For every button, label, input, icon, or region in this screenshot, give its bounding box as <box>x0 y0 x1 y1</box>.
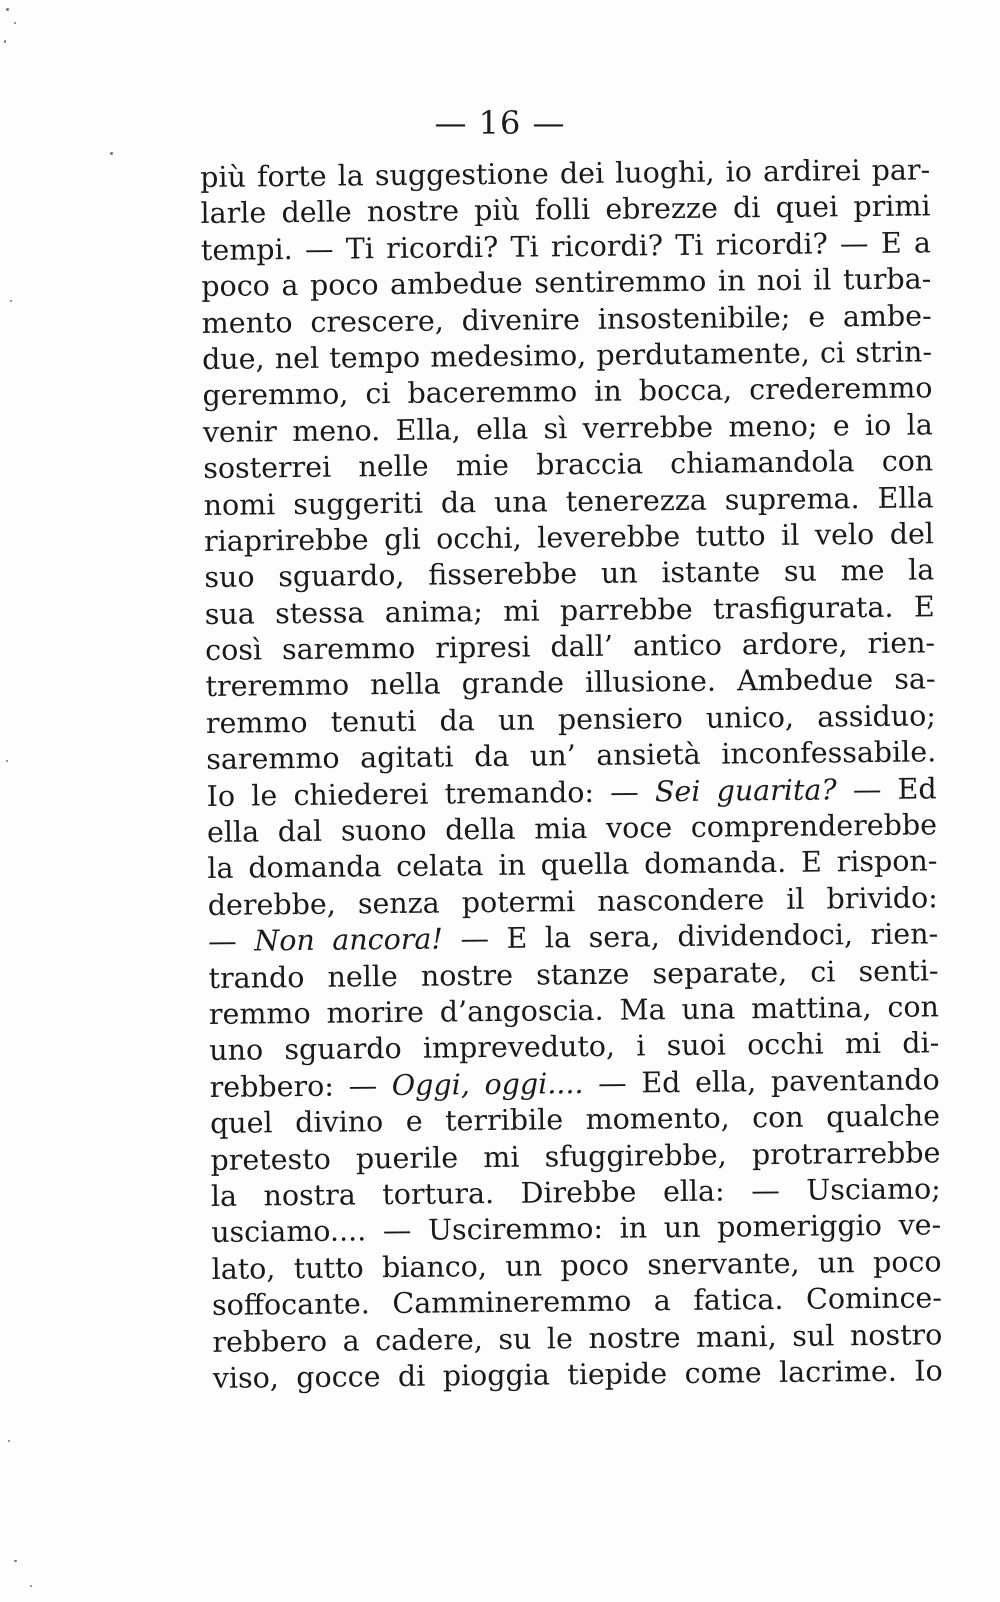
text-line <box>213 1353 943 1397</box>
text-run: pretesto puerile mi sfuggirebbe, protrarrebbe <box>210 1135 941 1177</box>
text-run: — E la sera, dividendoci, rien- <box>442 917 939 956</box>
text-run: riaprirebbe gli occhi, leverebbe tutto il velo del <box>203 517 935 558</box>
text-run: derebbe, senza potermi nascondere il brivido: <box>207 881 938 922</box>
text-run: la nostra tortura. Direbbe ella: — Usciamo; <box>210 1172 941 1213</box>
page-number: — 16 — <box>434 104 566 142</box>
text-run: quel divino e terribile momento, con qualche <box>209 1099 941 1141</box>
text-run: — Ed <box>836 771 937 807</box>
text-run: usciamo.... — Usciremmo: in un pomeriggio ve- <box>211 1208 942 1250</box>
text-run: geremmo, ci baceremmo in bocca, crederemmo <box>202 371 933 413</box>
text-run: treremmo nella grande illusione. Ambedue sa- <box>205 662 936 704</box>
text-run: la domanda celata in quella domanda. E rispon- <box>207 844 938 886</box>
text-run: più forte la suggestione dei luoghi, io ardirei par- <box>200 153 931 194</box>
paper-speck <box>8 1440 10 1442</box>
text-run: così saremmo ripresi dall’ antico ardore, rien- <box>204 626 936 668</box>
text-run: poco a poco ambedue sentiremmo in noi il turba- <box>201 262 932 304</box>
italic-phrase: Sei guarita? <box>654 773 837 808</box>
text-run: venir meno. Ella, ella sì verrebbe meno; e io la <box>202 408 933 449</box>
text-run: — <box>208 924 255 959</box>
text-run: — Ed ella, paventando <box>583 1063 940 1100</box>
body-text <box>200 152 943 1397</box>
text-run: suo sguardo, fisserebbe un istante su me la <box>204 553 935 595</box>
paper-speck <box>10 300 12 302</box>
paper-speck <box>4 40 6 43</box>
text-run: uno sguardo impreveduto, i suoi occhi mi di- <box>209 1026 940 1068</box>
text-run: rebbero a cadere, su le nostre mani, sul nostro <box>212 1317 943 1359</box>
text-run: larle delle nostre più folli ebrezze di quei primi <box>200 189 931 231</box>
text-run: ella dal suono della mia voce comprenderebbe <box>206 808 938 849</box>
paper-speck <box>110 152 113 155</box>
text-run: remmo tenuti da un pensiero unico, assiduo; <box>205 699 937 740</box>
text-run: remmo morire d’angoscia. Ma una mattina, con <box>208 990 940 1031</box>
text-run: mento crescere, divenire insostenibile; e ambe- <box>201 298 932 340</box>
text-run: rebbero: — <box>209 1068 392 1104</box>
text-run: Io le chiederei tremando: — <box>206 774 656 813</box>
text-run: due, nel tempo medesimo, perdutamente, ci strin- <box>201 335 933 376</box>
text-run: trando nelle nostre stanze separate, ci senti- <box>208 953 939 995</box>
text-run: soffocante. Cammineremmo a fatica. Comince- <box>211 1281 943 1323</box>
italic-phrase: Oggi, oggi.... <box>391 1066 584 1102</box>
text-run: sua stessa anima; mi parrebbe trasfigurata. E <box>204 590 935 631</box>
paper-speck <box>6 8 9 11</box>
text-run: nomi suggeriti da una tenerezza suprema. Ella <box>203 480 934 522</box>
paper-speck <box>30 1585 32 1587</box>
text-run: sosterrei nelle mie braccia chiamandola con <box>203 444 934 486</box>
text-run: saremmo agitati da un’ ansietà inconfessabile. <box>206 735 937 777</box>
italic-phrase: Non ancora! <box>254 922 444 958</box>
text-run: tempi. — Ti ricordi? Ti ricordi? Ti ricordi? — E a <box>200 226 932 267</box>
paper-speck <box>6 760 8 762</box>
text-run: viso, gocce di pioggia tiepide come lacrime. Io <box>212 1354 943 1395</box>
paper-speck <box>14 1560 17 1562</box>
text-run: lato, tutto bianco, un poco snervante, un poco <box>211 1245 942 1286</box>
paper-speck <box>14 22 16 24</box>
